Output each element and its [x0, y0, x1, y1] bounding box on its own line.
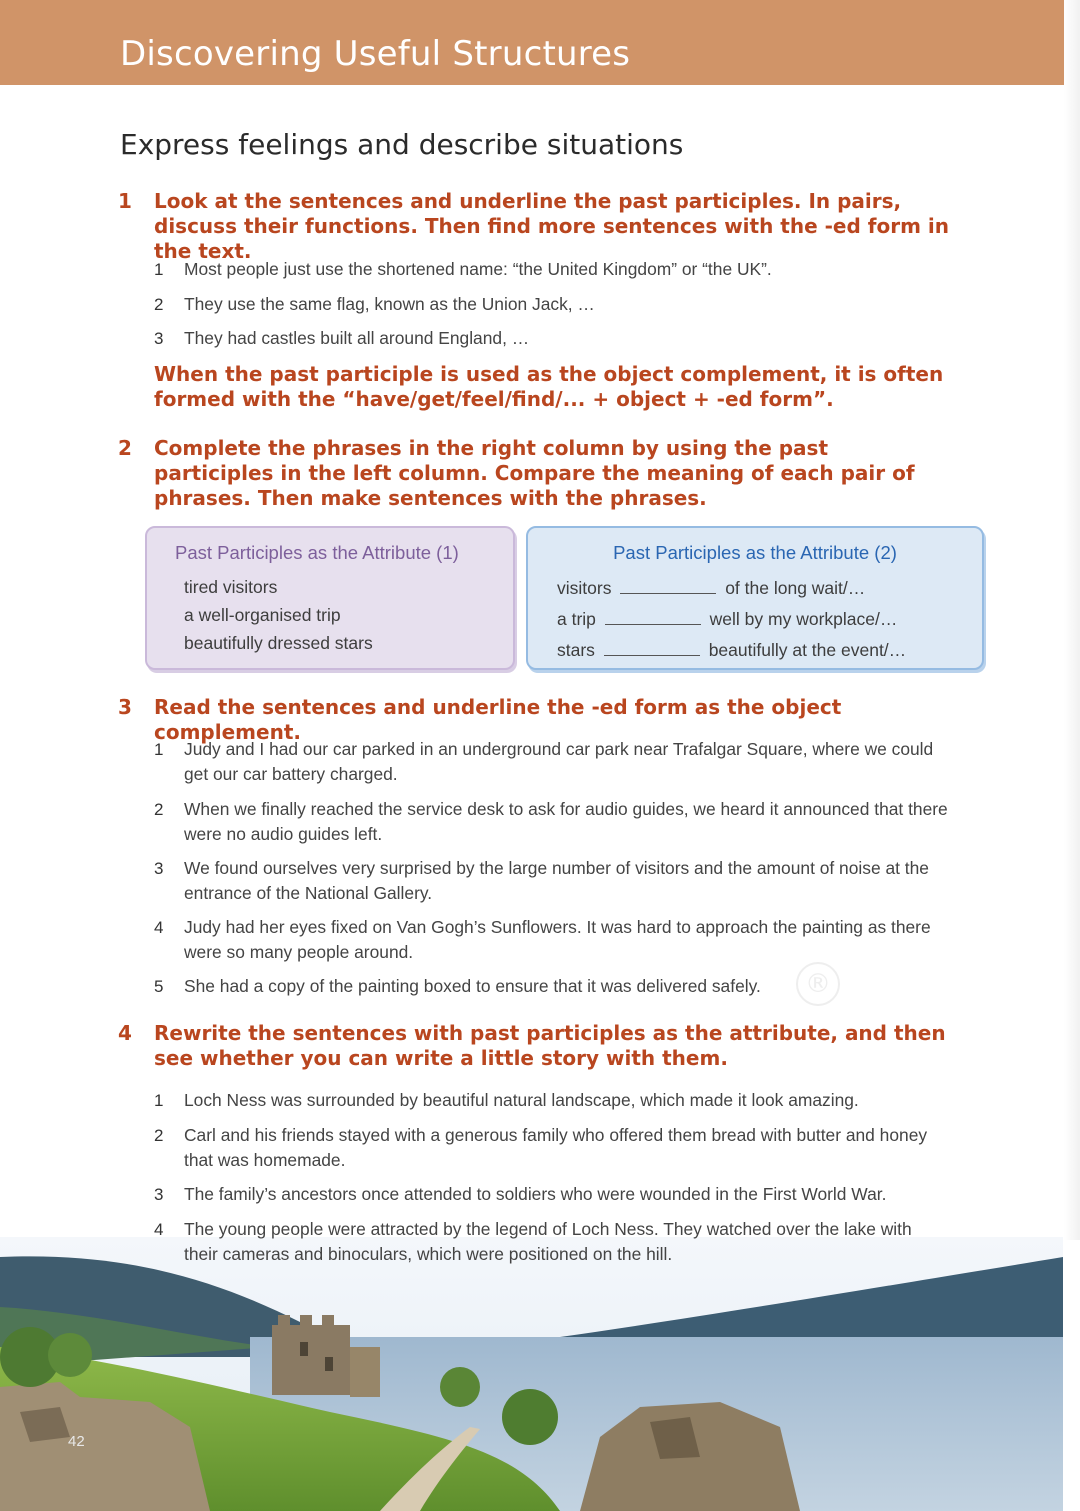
q1-item-number: 2 — [154, 295, 164, 314]
q1-item-text: They use the same flag, known as the Union Jack, … — [184, 294, 595, 314]
question-4-number: 4 — [118, 1021, 132, 1045]
landscape-illustration — [0, 1237, 1063, 1511]
right-row-end: of the long wait/… — [725, 578, 866, 598]
header-banner — [0, 0, 1078, 85]
question-3-instruction: Read the sentences and underline the -ed form as the object complement. — [154, 695, 842, 744]
page-title: Discovering Useful Structures — [120, 34, 631, 74]
q4-item-text: The young people were attracted by the legend of Loch Ness. They watched over the lake with their cameras and binoculars, which were positioned on the hill. — [184, 1219, 912, 1264]
q3-item-text: She had a copy of the painting boxed to ensure that it was delivered safely. — [184, 976, 761, 996]
page-number: 42 — [68, 1433, 85, 1450]
fill-in-blank[interactable] — [620, 577, 716, 594]
left-box-phrase: beautifully dressed stars — [184, 633, 373, 653]
right-box-row — [557, 608, 897, 630]
right-box-title: Past Participles as the Attribute (2) — [613, 542, 897, 563]
left-box-title: Past Participles as the Attribute (1) — [175, 542, 459, 563]
loch-ness-landscape-image — [0, 1237, 1063, 1511]
q3-item-text: Judy had her eyes fixed on Van Gogh’s Sunflowers. It was hard to approach the painting as there were so many people around. — [184, 917, 931, 962]
q1-item-text: They had castles built all around England, … — [184, 328, 530, 348]
section-title: Express feelings and describe situations — [120, 128, 684, 161]
right-box-row — [557, 639, 906, 661]
q4-item-number: 1 — [154, 1091, 164, 1110]
q3-item-text: When we finally reached the service desk to ask for audio guides, we heard it announced that there were no audio guides left. — [184, 799, 948, 844]
left-box-phrase: tired visitors — [184, 577, 278, 597]
q3-item-number: 1 — [154, 740, 164, 759]
registered-watermark: ® — [796, 962, 840, 1006]
fill-in-blank[interactable] — [605, 608, 701, 625]
q4-item-text: Loch Ness was surrounded by beautiful natural landscape, which made it look amazing. — [184, 1090, 859, 1110]
q4-item-number: 4 — [154, 1220, 164, 1239]
left-box-phrase: a well-organised trip — [184, 605, 341, 625]
right-box-row — [557, 577, 865, 599]
question-4-instruction: Rewrite the sentences with past participles as the attribute, and then see whether you can write a little story with them. — [154, 1021, 946, 1070]
q4-item-number: 3 — [154, 1185, 164, 1204]
question-1-instruction — [154, 189, 954, 264]
q4-item-number: 2 — [154, 1126, 164, 1145]
right-row-end: beautifully at the event/… — [708, 640, 907, 660]
q4-item-text: Carl and his friends stayed with a generous family who offered them bread with butter and honey that was homemade. — [184, 1125, 928, 1170]
question-1-instruction-text: Look at the sentences and underline the past participles. In pairs, discuss their functions. Then find more sentences with the -ed form in the text. — [154, 189, 949, 263]
question-1-number: 1 — [118, 189, 132, 213]
fill-in-blank[interactable] — [604, 639, 700, 656]
right-row-start: a trip — [557, 609, 596, 629]
q1-item-text: Most people just use the shortened name: “the United Kingdom” or “the UK”. — [184, 259, 772, 279]
right-row-start: stars — [557, 640, 595, 660]
q3-item-text: Judy and I had our car parked in an underground car park near Trafalgar Square, where we could get our car battery charged. — [184, 739, 934, 784]
q1-item-number: 3 — [154, 329, 164, 348]
right-row-end: well by my workplace/… — [709, 609, 898, 629]
left-phrase-box — [145, 526, 515, 670]
page-edge-shadow — [1064, 0, 1080, 1240]
question-3-number: 3 — [118, 695, 132, 719]
q3-item-number: 5 — [154, 977, 164, 996]
q1-item-number: 1 — [154, 260, 164, 279]
question-2-number: 2 — [118, 436, 132, 460]
question-2-instruction: Complete the phrases in the right column by using the past participles in the left column. Compare the meaning of each pair of phrases. Then make sentences with the phrases. — [154, 436, 915, 510]
q3-item-number: 4 — [154, 918, 164, 937]
right-phrase-box — [526, 526, 984, 670]
right-row-start: visitors — [557, 578, 612, 598]
q4-item-text: The family’s ancestors once attended to soldiers who were wounded in the First World War. — [184, 1184, 887, 1204]
q3-item-text: We found ourselves very surprised by the large number of visitors and the amount of noise at the entrance of the National Gallery. — [184, 858, 929, 903]
q3-item-number: 3 — [154, 859, 164, 878]
grammar-note: When the past participle is used as the object complement, it is often formed with the “have/get/feel/find/... + object + -ed form”. — [154, 362, 944, 411]
q3-item-number: 2 — [154, 800, 164, 819]
